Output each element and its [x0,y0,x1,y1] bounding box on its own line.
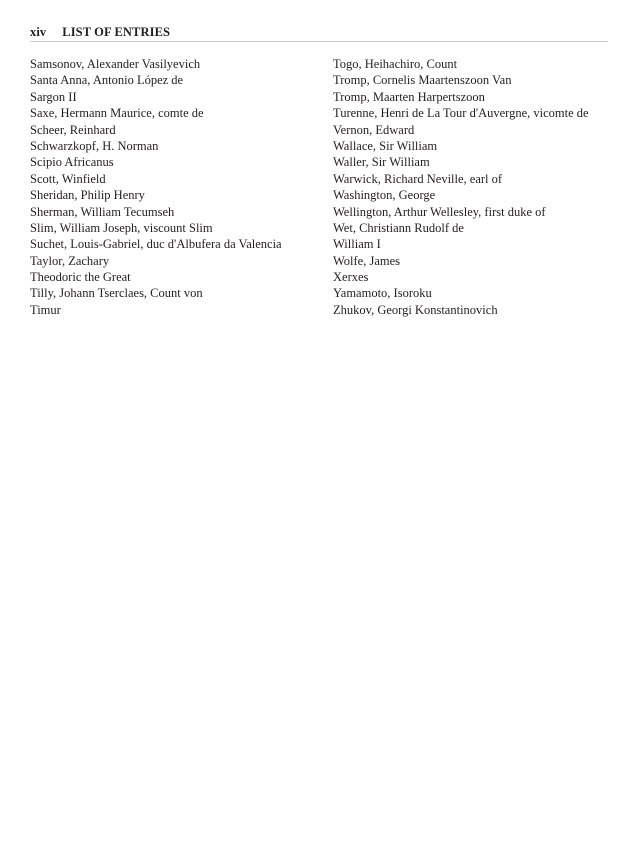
list-item: Saxe, Hermann Maurice, comte de [30,106,204,121]
list-item: Suchet, Louis-Gabriel, duc d'Albufera da Valencia [30,237,282,252]
list-item: William I [333,237,381,252]
list-item: Scott, Winfield [30,171,106,186]
list-item: Wellington, Arthur Wellesley, first duke of [333,204,546,219]
list-item: Washington, George [333,188,436,203]
list-item: Vernon, Edward [333,122,415,137]
running-head [30,23,608,42]
list-item: Wet, Christiann Rudolf de [333,220,464,235]
list-item: Turenne, Henri de La Tour d'Auvergne, vicomte de [333,106,589,121]
list-item: Sargon II [30,89,77,104]
list-item: Santa Anna, Antonio López de [30,73,184,88]
list-item: Slim, William Joseph, viscount Slim [30,220,213,235]
list-item: Samsonov, Alexander Vasilyevich [30,57,201,71]
list-item: Wolfe, James [333,253,401,268]
list-item: Theodoric the Great [30,270,131,285]
list-item: Timur [30,302,61,317]
list-item: Scipio Africanus [30,155,114,170]
list-item: Tilly, Johann Tserclaes, Count von [30,286,203,301]
list-item: Xerxes [333,270,369,285]
list-item: Zhukov, Georgi Konstantinovich [333,302,498,317]
list-item: Sherman, William Tecumseh [30,204,175,219]
page-title: LIST OF ENTRIES [62,25,171,39]
list-item: Scheer, Reinhard [30,122,116,137]
list-item: Taylor, Zachary [30,253,110,268]
list-item: Tromp, Cornelis Maartenszoon Van [333,73,512,88]
list-item: Sheridan, Philip Henry [30,188,145,203]
page-number: xiv [30,25,47,39]
list-item: Yamamoto, Isoroku [333,286,432,301]
entries-column-right [333,56,608,318]
list-item: Waller, Sir William [333,155,430,170]
list-item: Warwick, Richard Neville, earl of [333,171,503,186]
list-item: Wallace, Sir William [333,138,438,153]
list-item: Tromp, Maarten Harpertszoon [333,89,485,104]
list-item: Togo, Heihachiro, Count [333,57,458,71]
entries-column-left [30,56,312,318]
list-item: Schwarzkopf, H. Norman [30,138,159,153]
